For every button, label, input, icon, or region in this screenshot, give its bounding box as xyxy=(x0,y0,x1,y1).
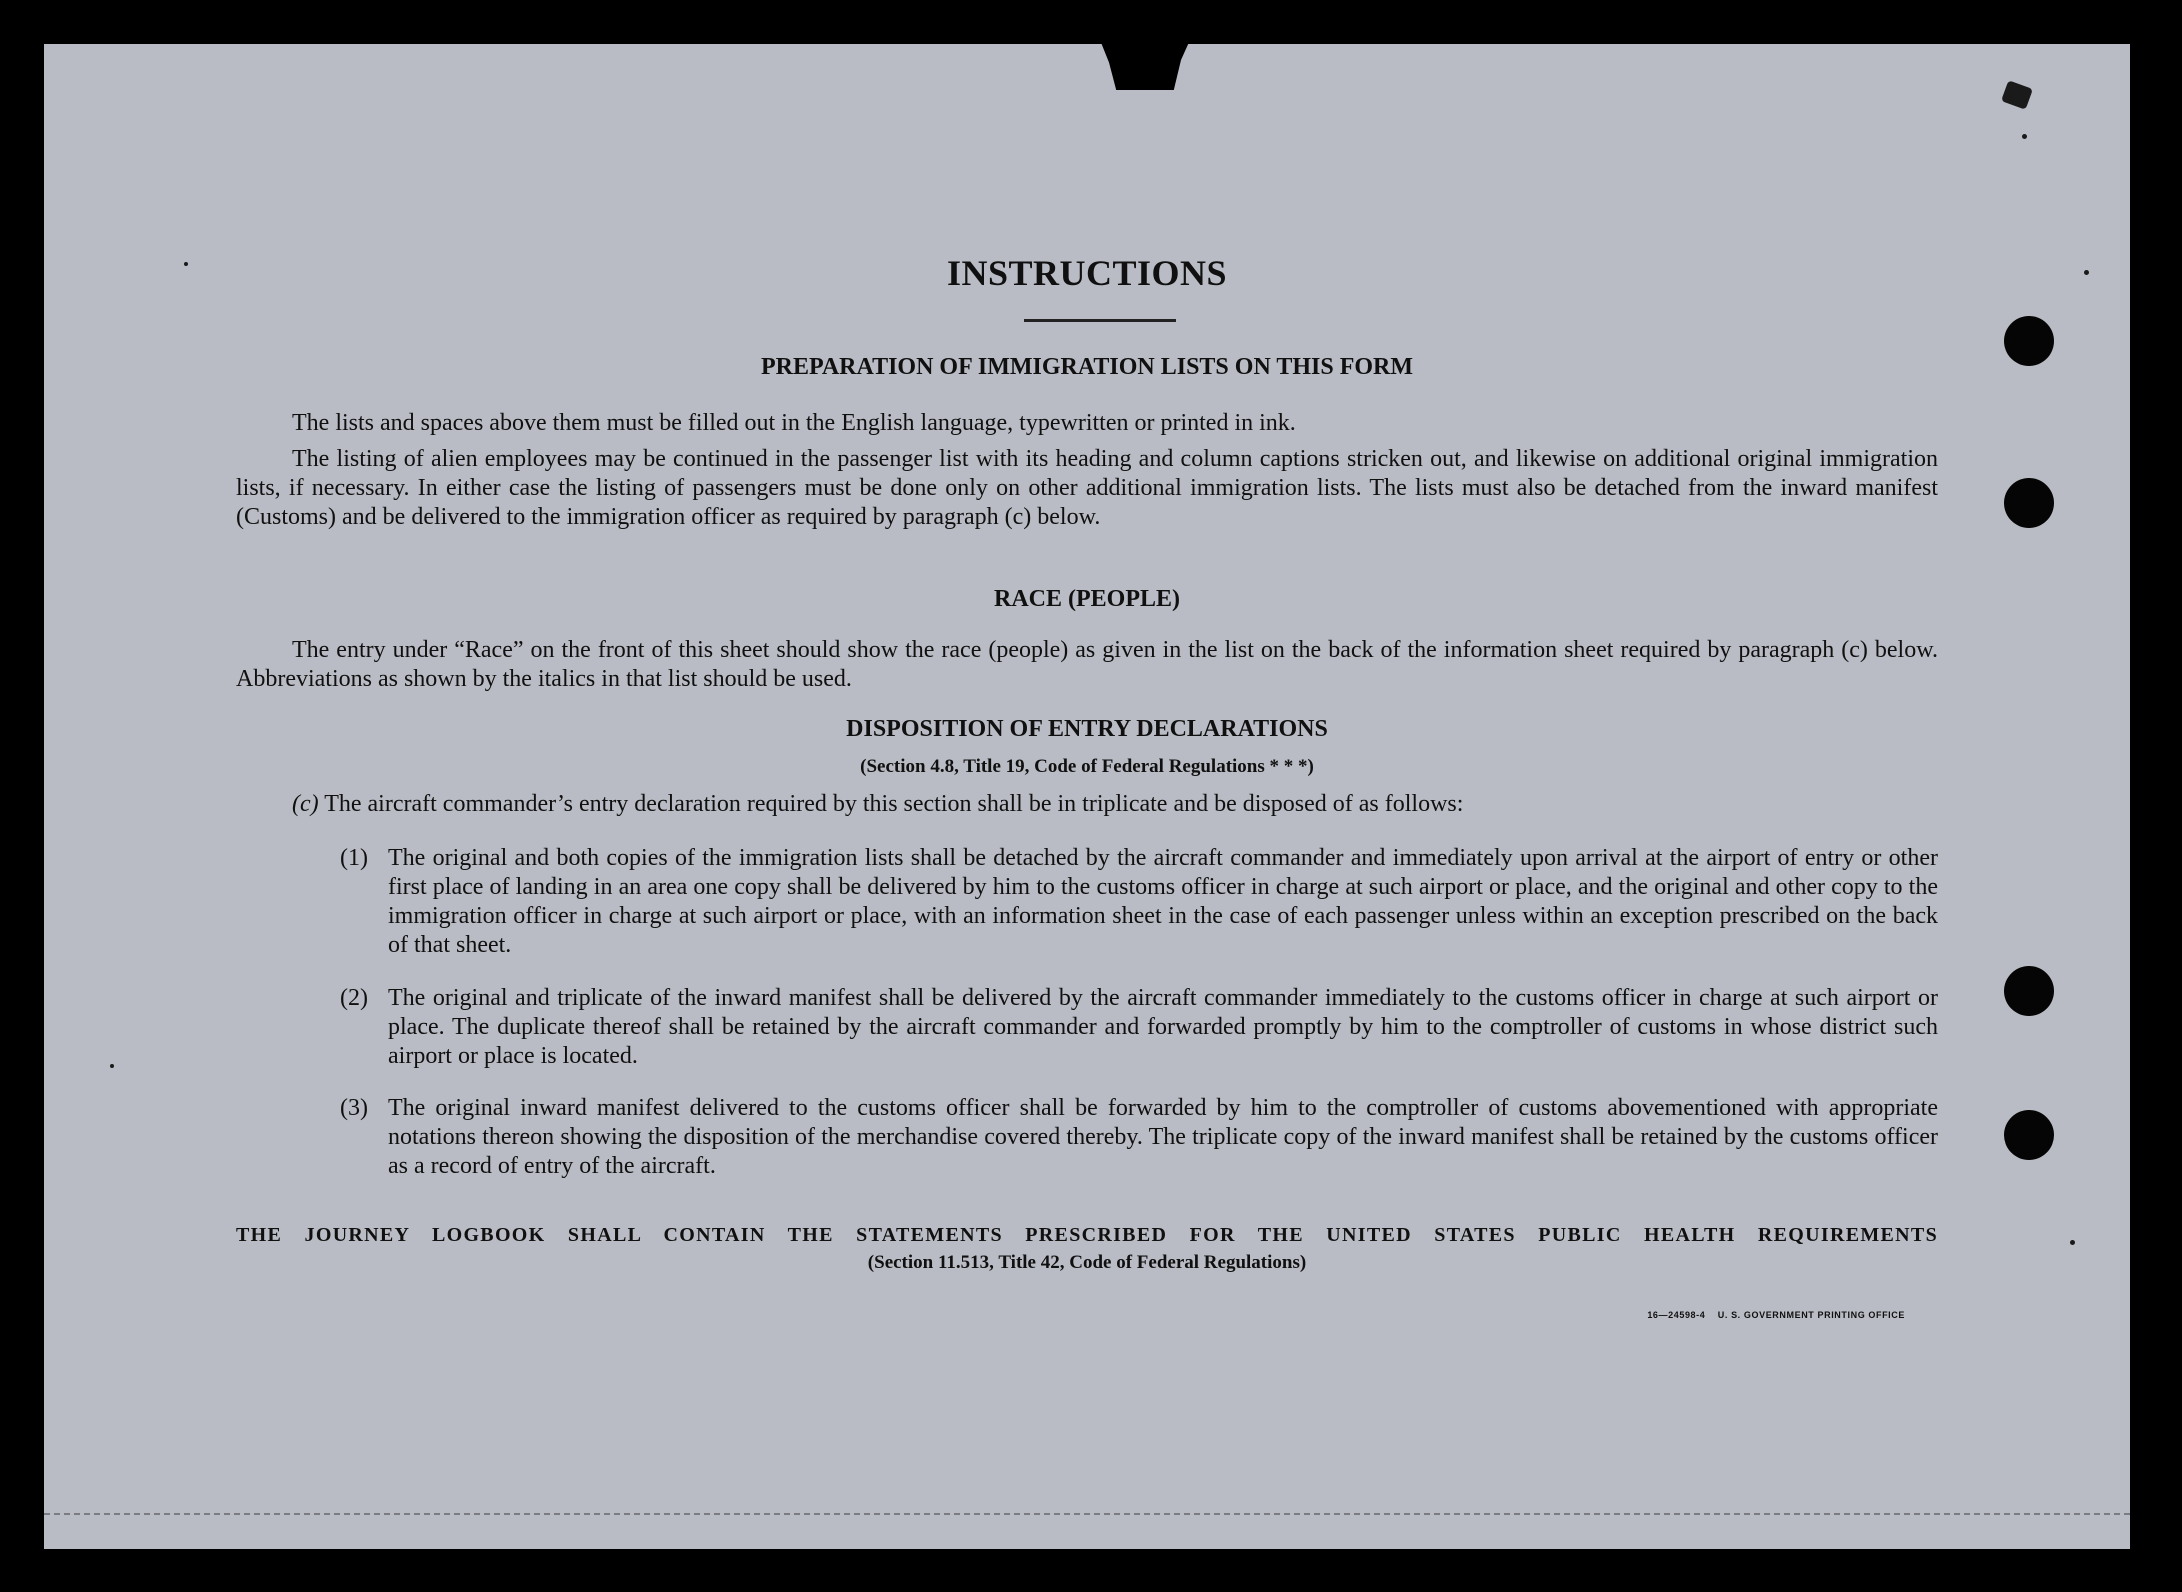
disposition-item xyxy=(340,1094,1938,1181)
item-text: The original and triplicate of the inward manifest shall be delivered by the aircraft commander immediately to the customs officer in charge at such airport or place. The duplicate thereof shall be retained by the aircraft commander and forwarded promptly by him to the comptroller of customs in whose district such airport or place is located. xyxy=(388,985,1938,1069)
race-heading: RACE (PEOPLE) xyxy=(994,586,1180,612)
scan-mark xyxy=(2001,80,2033,110)
intro-label: (c) xyxy=(292,791,319,817)
item-number: (3) xyxy=(340,1095,368,1121)
item-text: The original and both copies of the immigration lists shall be detached by the aircraft commander and immediately upon arrival at the airport of entry or other first place of landing in an area one copy shall be delivered by him to the customs officer in charge at such airport or place, and the original and other copy to the immigration officer in charge at such airport or place, with an information sheet in the case of each passenger unless within an exception prescribed on the back of that sheet. xyxy=(388,845,1938,958)
preparation-paragraph-2: The listing of alien employees may be continued in the passenger list with its heading and column captions stricken out, and likewise on additional original immigration lists, if necessary. In either case the listing of passengers must be done only on other additional immigration lists. The lists must also be detached from the inward manifest (Customs) and be delivered to the immigration officer as required by paragraph (c) below. xyxy=(236,446,1938,530)
preparation-heading: PREPARATION OF IMMIGRATION LISTS ON THIS FORM xyxy=(760,354,1414,380)
intro-text: The aircraft commander’s entry declaration required by this section shall be in triplicate and be disposed of as follows: xyxy=(324,791,1464,817)
page-bottom-edge xyxy=(44,1513,2130,1515)
disposition-item xyxy=(340,844,1938,960)
print-code: 16—24598-4 xyxy=(1647,1310,1706,1320)
document-page xyxy=(44,44,2130,1549)
disposition-intro xyxy=(292,790,1938,819)
disposition-heading: DISPOSITION OF ENTRY DECLARATIONS xyxy=(846,716,1328,742)
top-notch xyxy=(1100,40,1190,90)
item-number: (2) xyxy=(340,985,368,1011)
document-title: INSTRUCTIONS xyxy=(946,253,1228,293)
title-underline xyxy=(1024,319,1176,322)
preparation-paragraph-1: The lists and spaces above them must be filled out in the English language, typewritten or printed in ink. xyxy=(292,410,1296,436)
punch-hole xyxy=(2004,966,2054,1016)
punch-hole xyxy=(2004,478,2054,528)
item-text: The original inward manifest delivered to the customs officer shall be forwarded by him to the comptroller of customs abovementioned with appropriate notations thereon showing the disposition of the merchandise covered thereby. The triplicate copy of the inward manifest shall be retained by the customs officer as a record of entry of the aircraft. xyxy=(388,1095,1938,1179)
footer-statement: THE JOURNEY LOGBOOK SHALL CONTAIN THE STATEMENTS PRESCRIBED FOR THE UNITED STATES PUBLIC HEALTH REQUIREMENTS xyxy=(236,1224,1938,1246)
punch-hole xyxy=(2004,1110,2054,1160)
item-number: (1) xyxy=(340,845,368,871)
scan-mark xyxy=(2022,134,2027,139)
scan-mark xyxy=(2070,1240,2075,1245)
printer-name: U. S. GOVERNMENT PRINTING OFFICE xyxy=(1717,1310,1905,1320)
race-paragraph: The entry under “Race” on the front of this sheet should show the race (people) as given in the list on the back of the information sheet required by paragraph (c) below. Abbreviations as shown by the italics in that list should be used. xyxy=(236,637,1938,692)
disposition-item xyxy=(340,984,1938,1071)
scan-mark xyxy=(110,1064,114,1068)
disposition-citation: (Section 4.8, Title 19, Code of Federal Regulations * * *) xyxy=(860,756,1314,777)
printing-office-line xyxy=(1647,1310,1905,1320)
footer-citation: (Section 11.513, Title 42, Code of Federal Regulations) xyxy=(867,1252,1307,1273)
